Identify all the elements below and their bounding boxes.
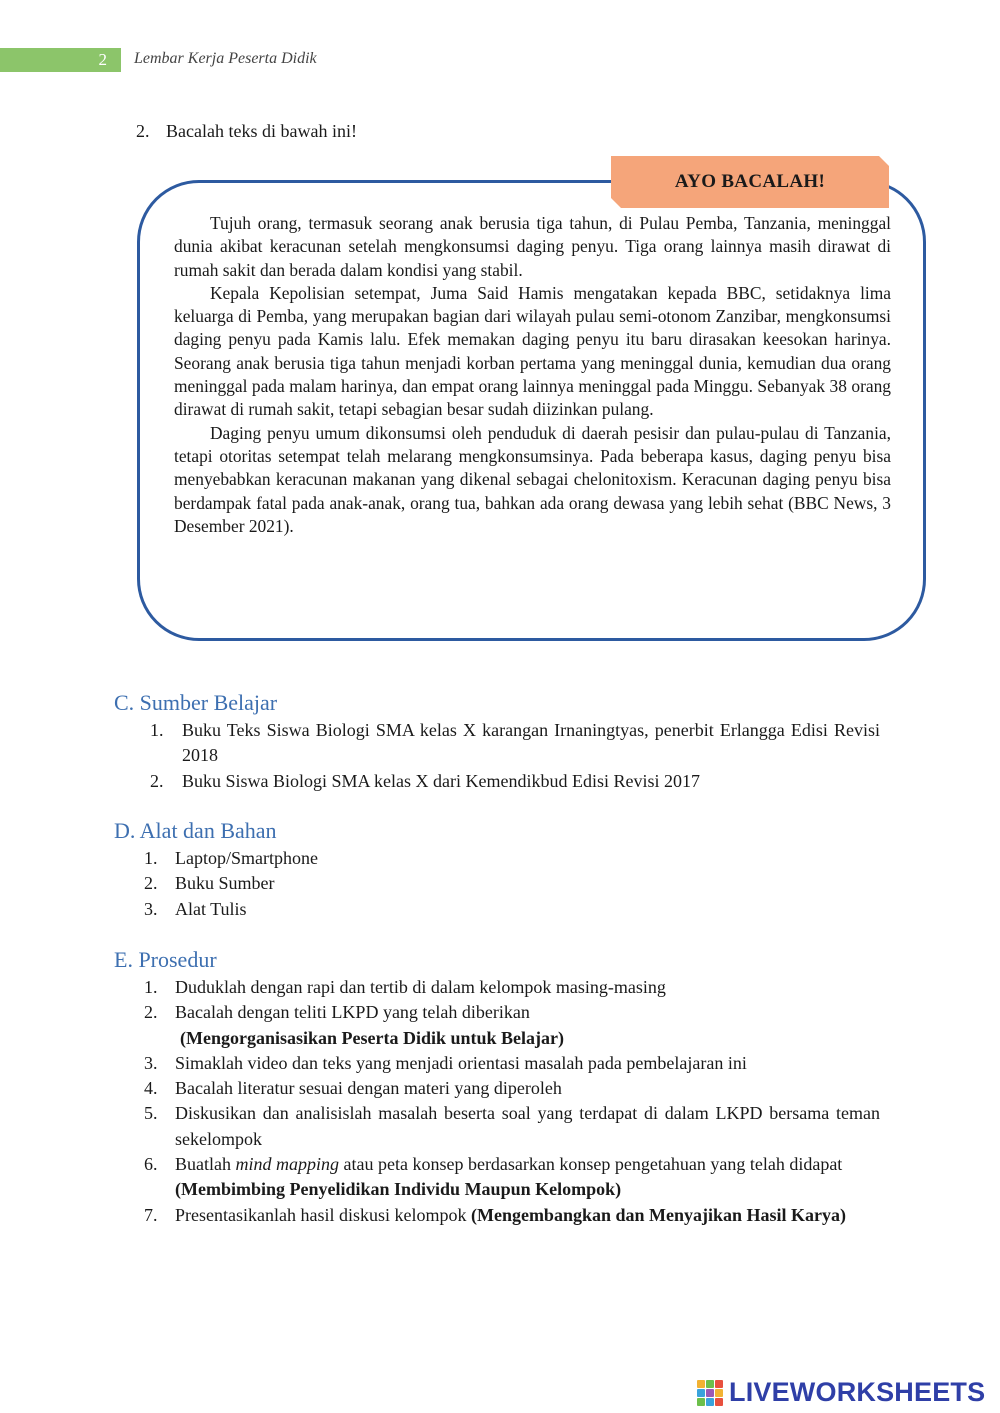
list-item: 3. Simaklah video dan teks yang menjadi orientasi masalah pada pembelajaran ini [144, 1052, 747, 1073]
alat-bahan-list [144, 846, 880, 922]
liveworksheets-icon [697, 1378, 725, 1406]
list-item: 5. Diskusikan dan analisislah masalah beserta soal yang terdapat di dalam LKPD bersama teman sekelompok [144, 1103, 880, 1149]
question-2 [136, 121, 357, 142]
reading-paragraph: Daging penyu umum dikonsumsi oleh penduduk di daerah pesisir dan pulau-pulau di Tanzania, tetapi otoritas setempat telah melarang mengkonsumsinya. Pada beberapa kasus, daging penyu bisa menyebabkan keracunan makanan yang dikenal sebagai chelonitoxism. Keracunan daging penyu bisa berdampak fatal pada anak-anak, orang tua, bahkan ada orang dewasa yang lebih sehat (BBC News, 3 Desember 2021). [174, 422, 891, 536]
list-item: 1. Laptop/Smartphone [144, 848, 318, 868]
list-item: 1. Buku Teks Siswa Biologi SMA kelas X karangan Irnaningtyas, penerbit Erlangga Edisi Revisi 2018 [150, 720, 880, 766]
reading-text [174, 212, 891, 538]
liveworksheets-logo [697, 1377, 985, 1407]
page-number: 2 [98, 50, 107, 69]
phase-label: (Mengorganisasikan Peserta Didik untuk Belajar) [180, 1027, 565, 1048]
question-text: Bacalah teks di bawah ini! [166, 121, 357, 141]
list-item: 4. Bacalah literatur sesuai dengan materi yang diperoleh [144, 1078, 562, 1099]
prosedur-list [144, 975, 880, 1228]
list-item: 2. Bacalah dengan teliti LKPD yang telah diberikan [144, 1002, 530, 1023]
list-item: 3. Alat Tulis [144, 898, 247, 919]
reading-label-tag [611, 156, 889, 208]
phase-label: (Membimbing Penyelidikan Individu Maupun Kelompok) [175, 1179, 622, 1200]
list-item: 2. Buku Siswa Biologi SMA kelas X dari Kemendikbud Edisi Revisi 2017 [150, 770, 700, 791]
list-item: 1. Duduklah dengan rapi dan tertib di dalam kelompok masing-masing [144, 977, 666, 997]
question-number: 2. [136, 121, 150, 141]
section-heading-alat-bahan: D. Alat dan Bahan [114, 818, 277, 843]
section-heading-sumber-belajar: C. Sumber Belajar [114, 690, 278, 715]
list-item: 6. Buatlah mind mapping atau peta konsep berdasarkan konsep pengetahuan yang telah didapat [144, 1154, 843, 1175]
reading-label: AYO BACALAH! [674, 171, 826, 192]
sumber-belajar-list [150, 718, 880, 794]
reading-paragraph: Kepala Kepolisian setempat, Juma Said Hamis mengatakan kepada BBC, setidaknya lima keluarga di Pemba, yang merupakan bagian dari wilayah pulau semi-otonom Zanzibar, mengkonsumsi daging penyu pada Kamis lalu. Efek memakan daging penyu itu baru dirasakan keesokan harinya. Seorang anak berusia tiga tahun menjadi korban pertama yang meninggal dunia, kemudian dua orang meninggal pada malam harinya, dan empat orang lainnya meninggal pada Minggu. Sebanyak 38 orang dirawat di rumah sakit, tetapi sebagian besar sudah diizinkan pulang. [174, 282, 891, 420]
document-title: Lembar Kerja Peserta Didik [134, 50, 317, 67]
list-item: 7. Presentasikanlah hasil diskusi kelompok (Mengembangkan dan Menyajikan Hasil Karya) [144, 1204, 846, 1225]
liveworksheets-wordmark: LIVEWORKSHEETS [729, 1376, 986, 1407]
reading-paragraph: Tujuh orang, termasuk seorang anak berusia tiga tahun, di Pulau Pemba, Tanzania, meninggal dunia akibat keracunan setelah mengkonsumsi daging penyu. Tiga orang lainnya masih dirawat di rumah sakit dan berada dalam kondisi yang stabil. [174, 213, 891, 280]
section-heading-prosedur: E. Prosedur [114, 947, 217, 972]
list-item: 2. Buku Sumber [144, 873, 275, 894]
